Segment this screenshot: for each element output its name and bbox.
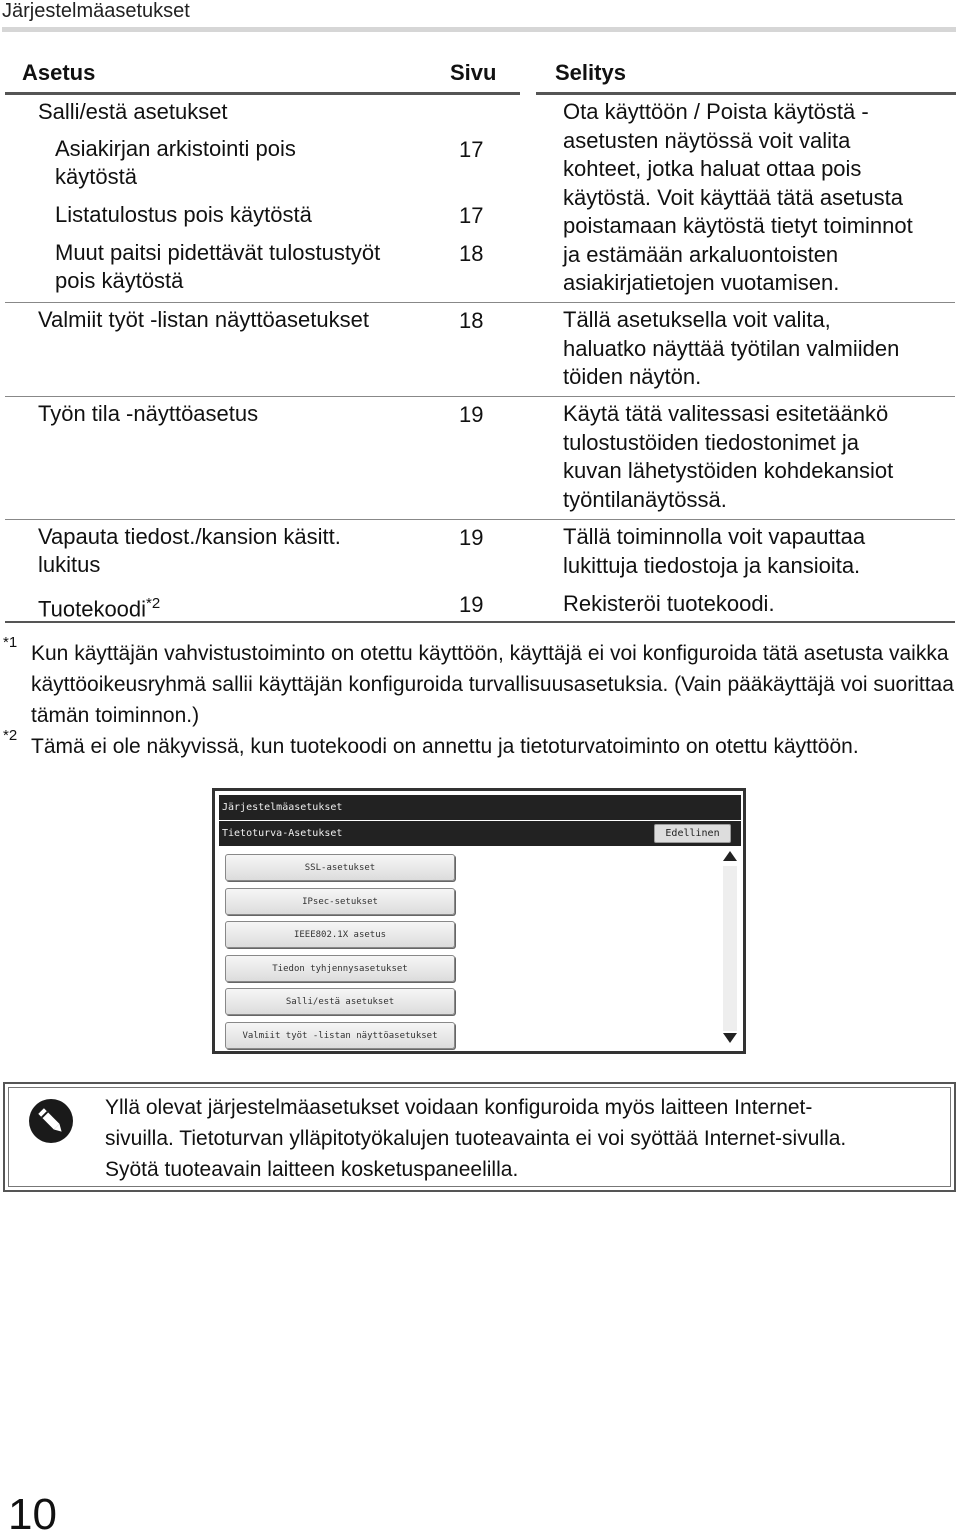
screen-title-bar: Järjestelmäasetukset — [219, 795, 741, 820]
sub-item-label: Asiakirjan arkistointi pois — [55, 136, 296, 161]
data-clear-settings-button[interactable]: Tiedon tyhjennysasetukset — [225, 955, 455, 982]
header-rule-right — [536, 92, 956, 95]
group-title: Salli/estä asetukset — [38, 99, 228, 124]
scroll-up-icon[interactable] — [723, 851, 737, 861]
ieee8021x-settings-button[interactable]: IEEE802.1X asetus — [225, 921, 455, 948]
sub-item-page: 17 — [459, 137, 484, 162]
row-label: Tuotekoodi$^{*2}$ — [38, 595, 161, 622]
col-header-page: Sivu — [450, 60, 497, 85]
enable-disable-settings-button[interactable]: Salli/estä asetukset — [225, 988, 455, 1015]
footnote-mark: *1 — [3, 634, 18, 651]
running-head: Järjestelmäasetukset — [2, 0, 190, 22]
col-header-description: Selitys — [555, 60, 626, 85]
sub-item-label: käytöstä — [55, 164, 137, 189]
row-description: Tällä asetuksella voit valita, haluatko näyttää työtilan valmiiden töiden näytön. — [563, 307, 900, 389]
header-rule-left — [5, 92, 520, 95]
row-page: 19 — [459, 402, 484, 427]
row-page: 18 — [459, 308, 484, 333]
col-header-setting: Asetus — [22, 60, 96, 85]
row-label: Vapauta tiedost./kansion käsitt. — [38, 524, 341, 549]
page-number: 10 — [8, 1490, 57, 1539]
note-text: Yllä olevat järjestelmäasetukset voidaan konfiguroida myös laitteen Internet- sivuilla. Tietoturvan ylläpitotyökalujen tuoteavainta ei voi syöttää Internet-sivulla. Syötä tuoteavain laitteen kosketuspaneelilla. — [105, 1096, 847, 1181]
sub-item-label: Listatulostus pois käytöstä — [55, 202, 312, 227]
ipsec-settings-button[interactable]: IPsec-setukset — [225, 888, 455, 915]
scroll-track — [723, 866, 737, 1031]
sub-item-page: 17 — [459, 203, 484, 228]
head-rule — [2, 27, 956, 32]
row-label: Valmiit työt -listan näyttöasetukset — [38, 307, 369, 332]
screen-mockup — [212, 788, 746, 1054]
row-page: 19 — [459, 525, 484, 550]
row-rule — [5, 396, 955, 397]
ssl-settings-button[interactable]: SSL-asetukset — [225, 854, 455, 881]
row-description: Rekisteröi tuotekoodi. — [563, 591, 775, 616]
footnote-text: Tämä ei ole näkyvissä, kun tuotekoodi on annettu ja tietoturvatoiminto on otettu käyttöön. — [31, 735, 859, 758]
table-bottom-rule — [5, 621, 955, 623]
screen-subtitle: Tietoturva-Asetukset — [222, 828, 343, 839]
sub-item-page: 18 — [459, 241, 484, 266]
job-list-display-settings-button[interactable]: Valmiit työt -listan näyttöasetukset — [225, 1022, 455, 1049]
footnote-mark: *2 — [3, 727, 18, 744]
row-description: Käytä tätä valitessasi esitetäänkö tulostustöiden tiedostonimet ja kuvan lähetystöiden kohdekansiot työntilanäytössä. — [563, 401, 894, 512]
row-label: lukitus — [38, 552, 101, 577]
row-rule — [5, 519, 955, 520]
row-label: Työn tila -näyttöasetus — [38, 401, 259, 426]
scroll-down-icon[interactable] — [723, 1033, 737, 1043]
footnote-text: Kun käyttäjän vahvistustoiminto on otettu käyttöön, käyttäjä ei voi konfiguroida tätä asetusta vaikka käyttöoikeusryhmä sallii käyttäjän konfiguroida turvallisuusasetuksia. (Vain pääkäyttäjä voi suorittaa tämän toiminnon.) — [31, 642, 954, 727]
screen-subtitle-bar — [219, 821, 741, 846]
back-button[interactable]: Edellinen — [654, 824, 731, 843]
row-description: Tällä toiminnolla voit vapauttaa lukittuja tiedostoja ja kansioita. — [563, 524, 866, 578]
group-description: Ota käyttöön / Poista käytöstä - asetusten näytössä voit valita kohteet, jotka haluat ottaa pois käytöstä. Voit käyttää tätä asetusta poistamaan käytöstä tietyt toiminnot ja estämään arkaluontoisten asiakirjatietojen vuotamisen. — [563, 99, 913, 295]
note-box — [3, 1082, 956, 1192]
row-rule — [5, 302, 955, 303]
row-page: 19 — [459, 592, 484, 617]
sub-item-label: Muut paitsi pidettävät tulostustyöt — [55, 240, 381, 265]
pencil-note-icon — [29, 1099, 73, 1143]
sub-item-label: pois käytöstä — [55, 268, 184, 293]
